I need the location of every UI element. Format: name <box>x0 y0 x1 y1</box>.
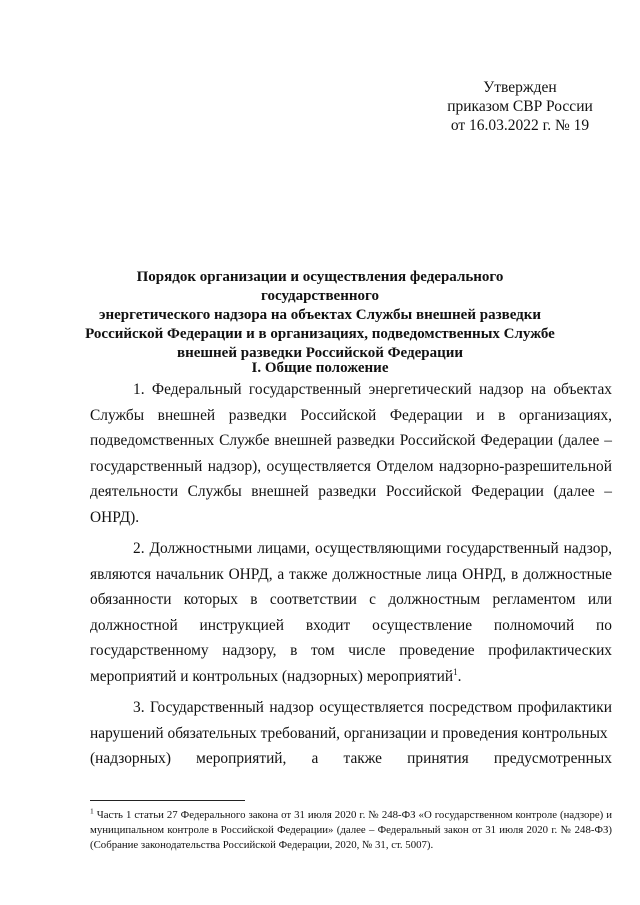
footnote-mark: 1 <box>90 806 94 816</box>
paragraph-3 <box>90 695 612 746</box>
paragraph-3-word: предусмотренных <box>493 750 612 768</box>
document-body <box>90 377 612 772</box>
paragraph-2-end: . <box>457 668 462 686</box>
document-title-line: Российской Федерации и в организациях, подведомственных Службе <box>85 326 555 342</box>
paragraph-2-text: 2. Должностными лицами, осуществляющими государственный надзор, являются начальник ОНРД, а также должностные лица ОНРД, в должностные обязанности которых в соответствии с должностным регламентом или должностной инструкцией входит осуществление полномочий по государственному надзору, в том числе проведение профилактических мероприятий и контрольных (надзорных) мероприятий <box>90 540 612 686</box>
paragraph-3-word: также <box>343 750 383 768</box>
footnote <box>90 808 612 853</box>
paragraph-3-text: 3. Государственный надзор осуществляется посредством профилактики нарушений обязательных требований, организации и проведения контрольных <box>90 699 612 742</box>
paragraph-3-word: а <box>311 750 319 768</box>
footnote-text: Часть 1 статьи 27 Федерального закона от 31 июля 2020 г. № 248-ФЗ «О государственном контроле (надзоре) и муниципальном контроле в Российской Федерации» (далее – Федеральный закон от 31 июля 2020 г. № 248-ФЗ) (Собрание законодательства Российской Федерации, 2020, № 31, ст. 5007). <box>90 809 612 851</box>
paragraph-1: 1. Федеральный государственный энергетический надзор на объектах Службы внешней разведки Российской Федерации и в организациях, подведомственных Службе внешней разведки Российской Федерации (далее – государственный надзор), осуществляется Отделом надзорно-разрешительной деятельности Службы внешней разведки Российской Федерации (далее – ОНРД). <box>90 381 612 526</box>
document-title-line: энергетического надзора на объектах Службы внешней разведки <box>98 307 542 323</box>
paragraph-2 <box>90 536 612 690</box>
paragraph-3-word: (надзорных) <box>90 750 171 768</box>
section-heading: I. Общие положение <box>251 360 389 376</box>
paragraph-3-word: принятия <box>407 750 469 768</box>
document-title-line: Порядок организации и осуществления федерального государственного <box>136 269 504 304</box>
approval-line-approved: Утвержден <box>483 79 557 96</box>
footnote-reference: 1 <box>453 666 458 677</box>
approval-stamp <box>440 78 600 135</box>
document-title <box>80 268 560 363</box>
approval-line-date-number: от 16.03.2022 г. № 19 <box>450 117 590 134</box>
paragraph-3-word: мероприятий, <box>196 750 287 768</box>
approval-line-order: приказом СВР России <box>447 98 593 115</box>
paragraph-3-last-line <box>90 746 612 772</box>
footnote-divider <box>90 800 245 801</box>
document-title-line: внешней разведки Российской Федерации <box>176 345 464 361</box>
